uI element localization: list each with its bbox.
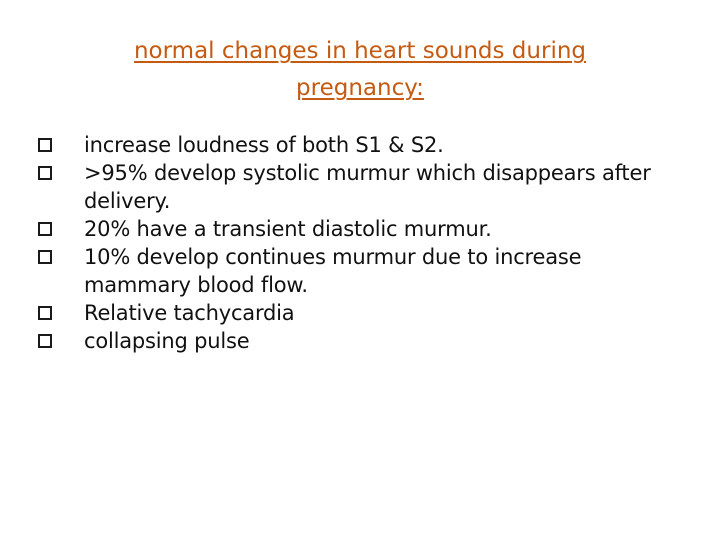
bullet-text: Relative tachycardia	[84, 301, 295, 325]
bullet-item	[38, 243, 688, 299]
bullet-text: 10% develop continues murmur due to increase mammary blood flow.	[84, 245, 582, 297]
bullet-text: increase loudness of both S1 & S2.	[84, 133, 444, 157]
bullet-item	[38, 131, 688, 159]
bullet-item	[38, 299, 688, 327]
slide-title	[60, 33, 660, 107]
bullet-text: 20% have a transient diastolic murmur.	[84, 217, 492, 241]
bullet-item	[38, 215, 688, 243]
bullet-text: >95% develop systolic murmur which disappears after delivery.	[84, 161, 651, 213]
square-bullet-icon	[38, 222, 52, 236]
square-bullet-icon	[38, 306, 52, 320]
square-bullet-icon	[38, 138, 52, 152]
bullet-item	[38, 327, 688, 355]
bullet-text: collapsing pulse	[84, 329, 250, 353]
bullet-item	[38, 159, 688, 215]
slide-title-line-2: pregnancy:	[296, 75, 424, 101]
square-bullet-icon	[38, 166, 52, 180]
bullet-list	[38, 131, 688, 355]
square-bullet-icon	[38, 334, 52, 348]
square-bullet-icon	[38, 250, 52, 264]
slide-title-line-1: normal changes in heart sounds during	[133, 38, 587, 64]
